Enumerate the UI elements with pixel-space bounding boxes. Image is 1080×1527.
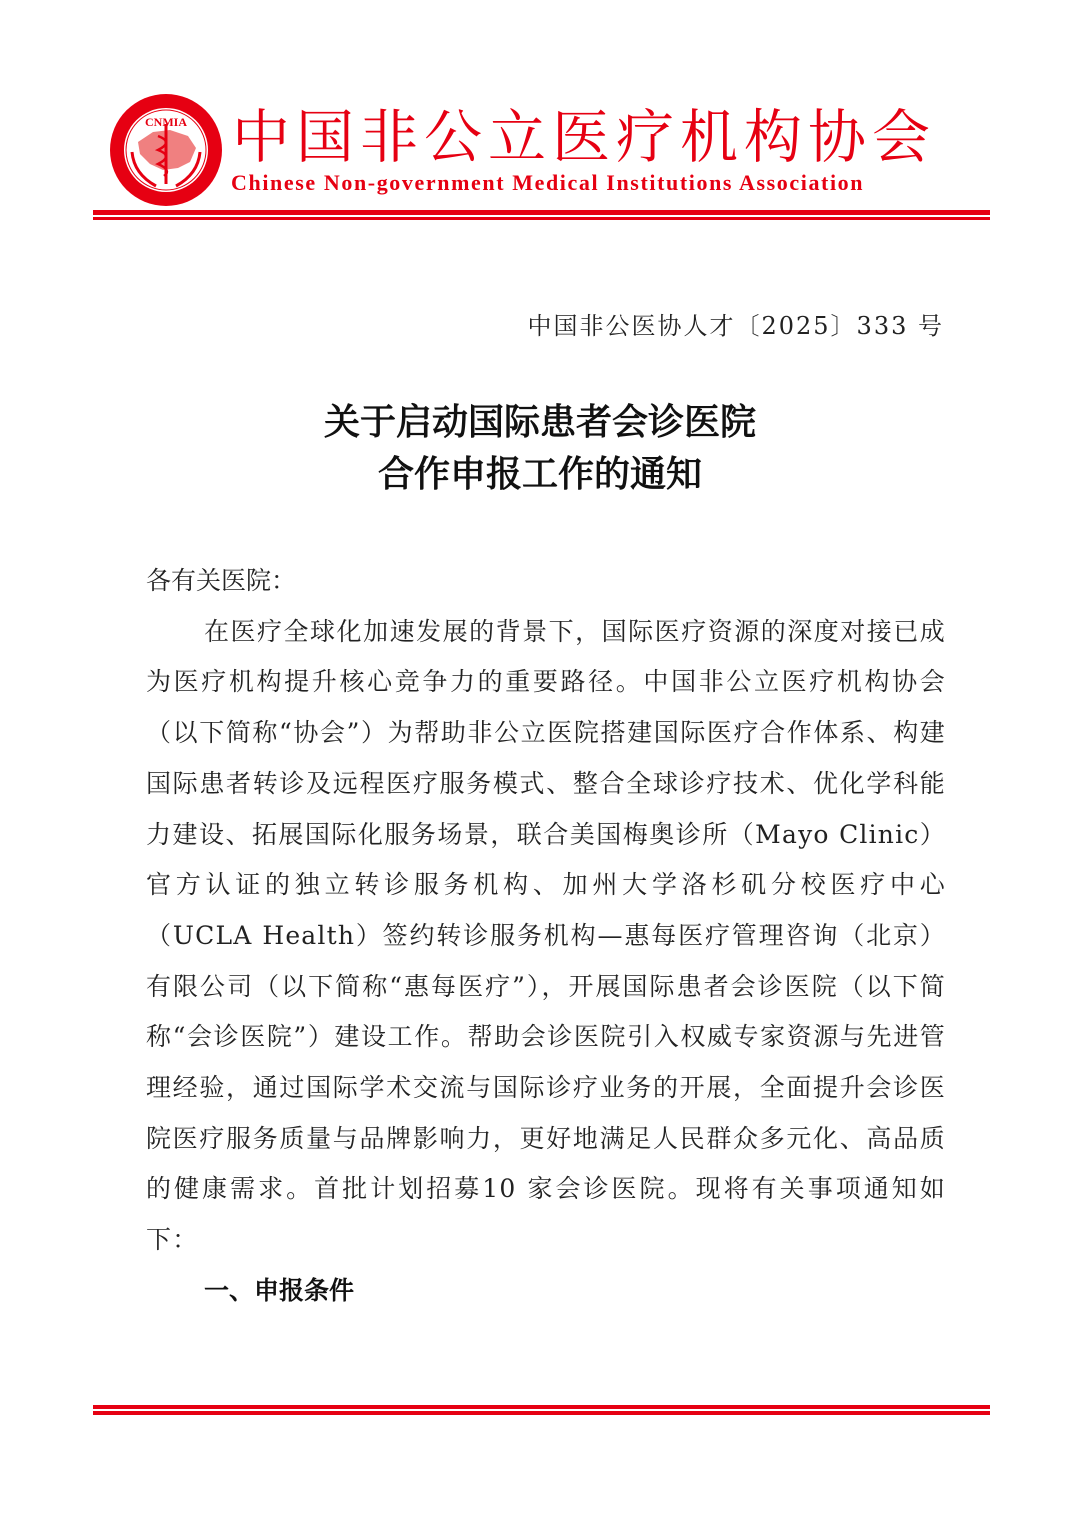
org-name-cn: 中国非公立医疗机构协会: [232, 103, 937, 171]
title-line-2: 合作申报工作的通知: [377, 453, 702, 495]
document-number: 中国非公医协人才〔2025〕333 号: [527, 312, 944, 340]
footer-rule-top: [93, 1405, 990, 1409]
document-title: [0, 396, 1080, 500]
footer-rule-bottom: [93, 1411, 990, 1415]
salutation: 各有关医院：: [146, 566, 297, 595]
header-rule-thin: [93, 217, 990, 220]
letterhead: [0, 0, 1080, 230]
document-body: [146, 556, 946, 1317]
body-paragraph: 在医疗全球化加速发展的背景下，国际医疗资源的深度对接已成为医疗机构提升核心竞争力的重要路径。中国非公立医疗机构协会（以下简称“协会”）为帮助非公立医院搭建国际医疗合作体系、构建国际患者转诊及远程医疗服务模式、整合全球诊疗技术、优化学科能力建设、拓展国际化服务场景，联合美国梅奥诊所（Mayo Clinic）官方认证的独立转诊服务机构、加州大学洛杉矶分校医疗中心（UCLA Health）签约转诊服务机构—惠每医疗管理咨询（北京）有限公司（以下简称“惠每医疗”），开展国际患者会诊医院（以下简称“会诊医院”）建设工作。帮助会诊医院引入权威专家资源与先进管理经验，通过国际学术交流与国际诊疗业务的开展，全面提升会诊医院医疗服务质量与品牌影响力，更好地满足人民群众多元化、高品质的健康需求。首批计划招募10 家会诊医院。现将有关事项通知如下：: [146, 616, 946, 1255]
header-rule-thick: [93, 210, 990, 215]
org-name-en: Chinese Non-government Medical Institutions Association: [231, 170, 865, 195]
title-line-1: 关于启动国际患者会诊医院: [323, 401, 756, 443]
section-heading: 一、申报条件: [204, 1275, 355, 1305]
svg-text:CNMIA: CNMIA: [145, 115, 187, 129]
cnmia-emblem-icon: [108, 92, 224, 208]
